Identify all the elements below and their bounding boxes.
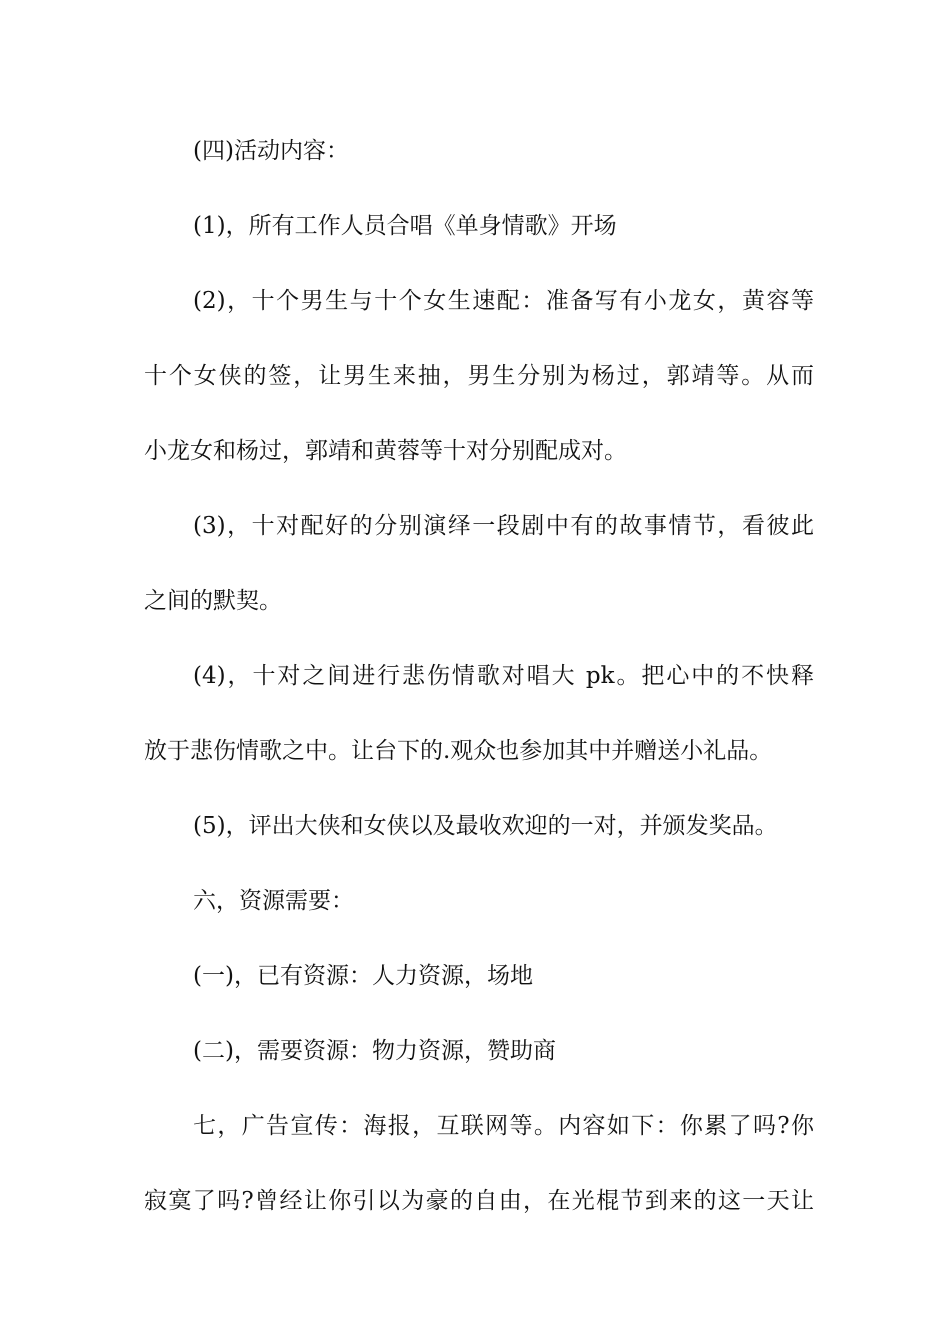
- section-heading-activity-content: (四)活动内容：: [193, 138, 349, 164]
- paragraph-line: 放于悲伤情歌之中。让台下的.观众也参加其中并赠送小礼品。: [144, 738, 773, 764]
- paragraph-line: 寂寞了吗?曾经让你引以为豪的自由，在光棍节到来的这一天让: [144, 1188, 814, 1214]
- paragraph-line: (一)，已有资源：人力资源，场地: [193, 963, 533, 989]
- paragraph-line: (3)，十对配好的分别演绎一段剧中有的故事情节，看彼此: [193, 513, 814, 539]
- paragraph-line: (2)，十个男生与十个女生速配：准备写有小龙女，黄容等: [193, 288, 814, 314]
- paragraph-line: (1)，所有工作人员合唱《单身情歌》开场: [193, 213, 617, 239]
- paragraph-line: 小龙女和杨过，郭靖和黄蓉等十对分别配成对。: [144, 438, 627, 464]
- paragraph-line: (5)，评出大侠和女侠以及最收欢迎的一对，并颁发奖品。: [193, 813, 778, 839]
- paragraph-line: 十个女侠的签，让男生来抽，男生分别为杨过，郭靖等。从而: [144, 363, 814, 389]
- paragraph-line: (4)，十对之间进行悲伤情歌对唱大 pk。把心中的不快释: [193, 663, 814, 689]
- section-heading-advertising: 七，广告宣传：海报，互联网等。内容如下：你累了吗?你: [193, 1113, 814, 1139]
- paragraph-line: (二)，需要资源：物力资源，赞助商: [193, 1038, 556, 1064]
- section-heading-resources: 六，资源需要：: [193, 888, 354, 914]
- paragraph-line: 之间的默契。: [144, 588, 282, 614]
